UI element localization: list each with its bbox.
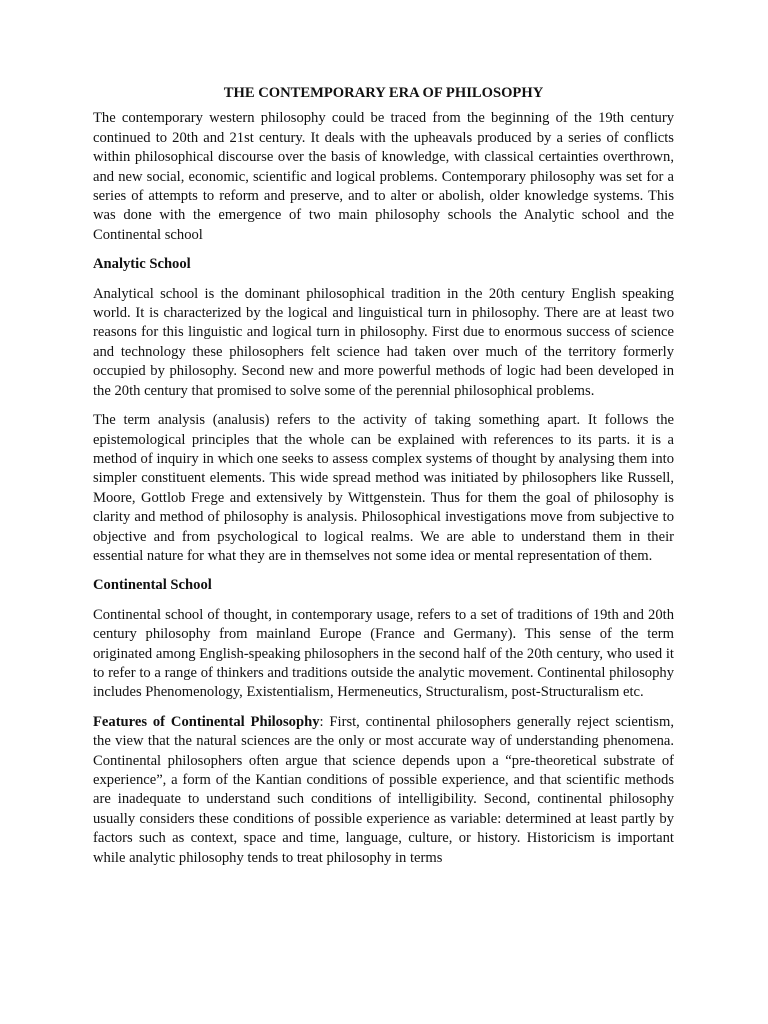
document-page: [93, 84, 674, 878]
continental-paragraph: Continental school of thought, in contemporary usage, refers to a set of traditions of 19th and 20th century philosophy from mainland Europe (France and Germany). This sense of the term originated among English-speaking philosophers in the second half of the 20th century, who used it to refer to a range of thinkers and traditions outside the analytic movement. Continental philosophy includes Phenomenology, Existentialism, Hermeneutics, Structuralism, post-Structuralism etc.: [93, 606, 674, 701]
document-title: THE CONTEMPORARY ERA OF PHILOSOPHY: [223, 85, 544, 101]
features-label: Features of Continental Philosophy: [93, 713, 320, 730]
features-paragraph: [93, 713, 674, 868]
analytic-school-heading: Analytic School: [93, 256, 191, 273]
intro-paragraph: The contemporary western philosophy could be traced from the beginning of the 19th century continued to 20th and 21st century. It deals with the upheavals produced by a series of conflicts within philosophical discourse over the basis of knowledge, with classical certainties overthrown, and new social, economic, scientific and logical problems. Contemporary philosophy was set for a series of attempts to reform and preserve, and to alter or abolish, older knowledge systems. This was done with the emergence of two main philosophy schools the Analytic school and the Continental school: [93, 110, 674, 243]
analytic-paragraph-1: Analytical school is the dominant philosophical tradition in the 20th century English speaking world. It is characterized by the logical and linguistical turn in philosophy. There are at least two reasons for this linguistic and logical turn in philosophy. First due to enormous success of science and technology these philosophers felt science had taken over much of the territory formerly occupied by philosophy. Second new and more powerful methods of logic had been developed in the 20th century that promised to solve some of the perennial philosophical problems.: [93, 285, 674, 399]
features-text: : First, continental philosophers generally reject scientism, the view that the natural sciences are the only or most accurate way of understanding phenomena. Continental philosophers often argue that science depends upon a “pre-theoretical substrate of experience”, a form of the Kantian conditions of possible experience, and that scientific methods are inadequate to understand such conditions of intelligibility. Second, continental philosophy usually considers these conditions of possible experience as variable: determined at least partly by factors such as context, space and time, language, culture, or history. Historicism is important while analytic philosophy tends to treat philosophy in terms: [93, 713, 674, 866]
analytic-paragraph-2: The term analysis (analusis) refers to the activity of taking something apart. It follows the epistemological principles that the whole can be explained with references to its parts. it is a method of inquiry in which one seeks to assess complex systems of thought by analysing them into simpler constituent elements. This wide spread method was initiated by philosophers like Russell, Moore, Gottlob Frege and extensively by Wittgenstein. Thus for them the goal of philosophy is clarity and method of philosophy is analysis. Philosophical investigations move from subjective to objective and from psychological to logical realms. We are able to understand them in their essential nature for what they are in themselves not some idea or mental representation of them.: [93, 412, 674, 564]
continental-school-heading: Continental School: [93, 577, 212, 594]
